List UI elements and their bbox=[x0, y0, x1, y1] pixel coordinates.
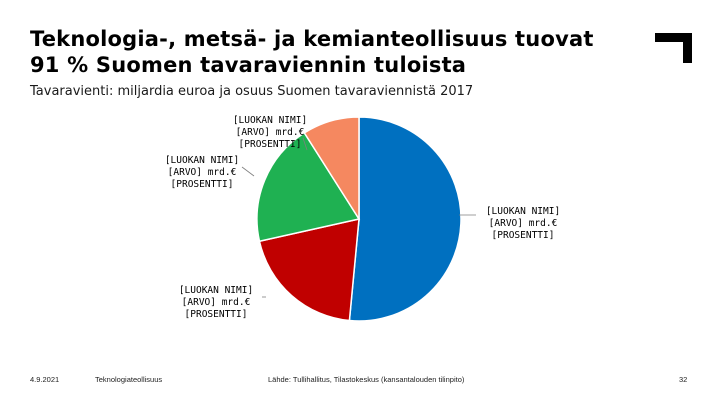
data-label-value: [ARVO] mrd.€ bbox=[235, 127, 305, 138]
footer-date: 4.9.2021 bbox=[30, 375, 60, 384]
data-label-percent: [PROSENTTI] bbox=[184, 309, 248, 320]
data-label-slice-0 bbox=[477, 206, 569, 242]
data-label-value: [ARVO] mrd.€ bbox=[167, 167, 237, 178]
data-label-percent: [PROSENTTI] bbox=[170, 179, 234, 190]
data-label-slice-1 bbox=[170, 285, 262, 321]
data-label-slice-3 bbox=[224, 115, 316, 151]
footer-organization: Teknologiateollisuus bbox=[95, 375, 163, 384]
title-line-1: Teknologia-, metsä- ja kemianteollisuus tuovat bbox=[30, 27, 594, 51]
data-label-category: [LUOKAN NIMI] bbox=[164, 155, 240, 166]
chart-subtitle: Tavaravienti: miljardia euroa ja osuus Suomen tavaraviennistä 2017 bbox=[30, 84, 474, 99]
data-label-category: [LUOKAN NIMI] bbox=[178, 285, 254, 296]
data-label-value: [ARVO] mrd.€ bbox=[181, 297, 251, 308]
page-number: 32 bbox=[679, 375, 688, 384]
data-label-category: [LUOKAN NIMI] bbox=[232, 115, 308, 126]
footer-source: Lähde: Tullihallitus, Tilastokeskus (kansantalouden tilinpito) bbox=[268, 375, 465, 384]
data-label-category: [LUOKAN NIMI] bbox=[485, 206, 561, 217]
title-line-2: 91 % Suomen tavaraviennin tuloista bbox=[30, 53, 467, 77]
data-label-percent: [PROSENTTI] bbox=[491, 230, 555, 241]
data-label-percent: [PROSENTTI] bbox=[238, 139, 302, 150]
data-label-value: [ARVO] mrd.€ bbox=[488, 218, 558, 229]
data-label-slice-2 bbox=[156, 155, 248, 191]
pie-slice-0 bbox=[349, 117, 461, 321]
